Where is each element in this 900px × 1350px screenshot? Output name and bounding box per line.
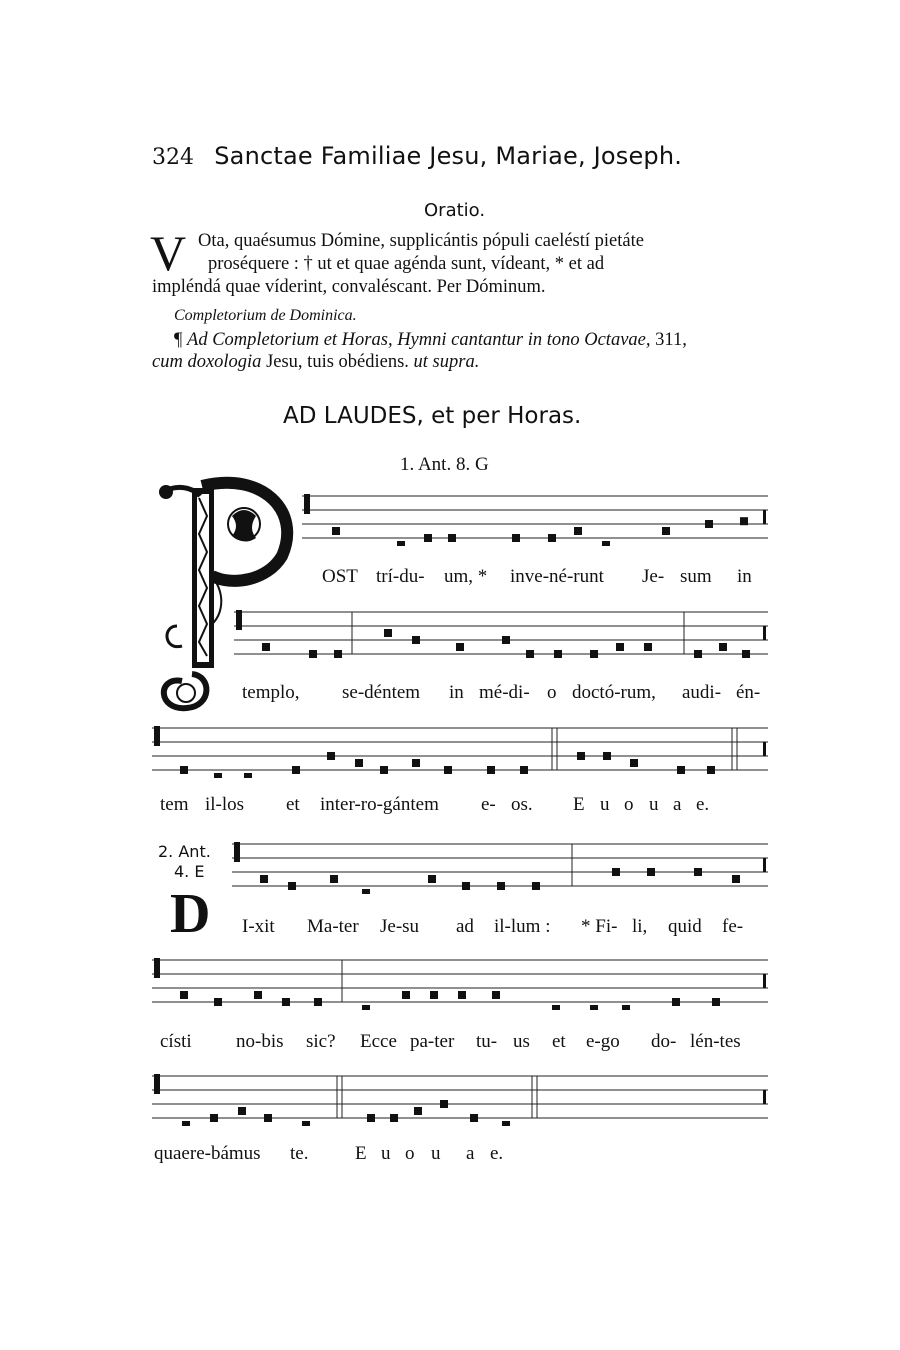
neume-note: [707, 766, 715, 774]
neume-note: [694, 868, 702, 876]
neume-note: [244, 773, 252, 778]
lyric-word: il-lum :: [494, 916, 551, 937]
custos-mark: [763, 858, 766, 872]
neume-note: [309, 650, 317, 658]
lyric-word: do-: [651, 1031, 677, 1052]
neume-note: [487, 766, 495, 774]
neume-note: [282, 998, 290, 1006]
neume-note: [644, 643, 652, 651]
completorium-title: Completorium de Dominica.: [174, 307, 357, 324]
neume-note: [254, 991, 262, 999]
neume-note: [180, 766, 188, 774]
lyric-word: Je-su: [380, 916, 420, 937]
lyric-word: Je-: [642, 566, 665, 587]
neume-note: [367, 1114, 375, 1122]
neume-note: [362, 889, 370, 894]
neume-note: [590, 650, 598, 658]
lyric-word: sic?: [306, 1031, 336, 1052]
chant-staff-5: [152, 950, 768, 1010]
custos-mark: [763, 510, 766, 524]
neume-note: [502, 636, 510, 644]
neume-note: [292, 766, 300, 774]
clef-mark: [234, 842, 240, 862]
neume-note: [440, 1100, 448, 1108]
neume-note: [327, 752, 335, 760]
lyric-word: quaere-bámus: [154, 1143, 261, 1164]
lyric-word: in: [737, 566, 752, 587]
chant-staff-2: [234, 602, 768, 662]
laudes-heading: AD LAUDES, et per Horas.: [283, 403, 582, 429]
neume-note: [732, 875, 740, 883]
lyric-word: li,: [632, 916, 648, 937]
lyric-word: no-bis: [236, 1031, 284, 1052]
chant-staff-4: [232, 834, 768, 894]
neume-note: [262, 643, 270, 651]
neume-note: [492, 991, 500, 999]
page-header: [152, 142, 682, 171]
neume-note: [602, 541, 610, 546]
rubric-text-2: cum doxologia: [152, 352, 262, 372]
clef-mark: [236, 610, 242, 630]
rubric-line-2: [152, 351, 479, 374]
custos-mark: [763, 1090, 766, 1104]
custos-mark: [763, 974, 766, 988]
lyric-word: quid: [668, 916, 702, 937]
lyric-word: e.: [490, 1143, 504, 1164]
lyric-word: a: [466, 1143, 475, 1164]
lyric-word: inve-né-runt: [510, 566, 604, 587]
lyric-word: um, *: [444, 566, 488, 587]
neume-note: [502, 1121, 510, 1126]
neume-note: [677, 766, 685, 774]
neume-note: [214, 998, 222, 1006]
neume-note: [548, 534, 556, 542]
lyric-word: inter-ro-gántem: [320, 794, 439, 815]
neume-note: [672, 998, 680, 1006]
neume-note: [705, 520, 713, 528]
neume-note: [390, 1114, 398, 1122]
lyric-word: templo,: [242, 682, 300, 703]
oratio-line-2: proséquere : † ut et quae agénda sunt, vídeant, * et ad: [208, 254, 605, 274]
rubric-text-3: ut supra.: [413, 352, 480, 372]
clef-mark: [154, 1074, 160, 1094]
neume-note: [694, 650, 702, 658]
oratio-heading: Oratio.: [424, 200, 486, 221]
lyric-word: u: [431, 1143, 441, 1164]
lyric-word: fe-: [722, 916, 744, 937]
neume-note: [330, 875, 338, 883]
lyric-word: E: [573, 794, 585, 815]
lyric-word: tu-: [476, 1031, 498, 1052]
lyric-word: audi-: [682, 682, 722, 703]
neume-note: [380, 766, 388, 774]
lyric-word: o: [405, 1143, 415, 1164]
chant-staff-6: [152, 1066, 768, 1126]
lyric-word: il-los: [205, 794, 245, 815]
neume-note: [264, 1114, 272, 1122]
lyric-word: e-go: [586, 1031, 620, 1052]
lyric-word: doctó-rum,: [572, 682, 656, 703]
neume-note: [742, 650, 750, 658]
neume-note: [662, 527, 670, 535]
neume-note: [740, 517, 748, 525]
neume-note: [603, 752, 611, 760]
neume-note: [362, 1005, 370, 1010]
neume-note: [412, 636, 420, 644]
neume-note: [238, 1107, 246, 1115]
clef-mark: [154, 726, 160, 746]
rubric-hymn-incipit: Jesu, tuis obédiens.: [266, 352, 409, 372]
page-title: Sanctae Familiae Jesu, Mariae, Joseph.: [214, 142, 683, 170]
neume-note: [512, 534, 520, 542]
neume-note: [448, 534, 456, 542]
lyric-word: trí-du-: [376, 566, 425, 587]
drop-cap-initial: V: [150, 225, 187, 281]
lyric-word: os.: [511, 794, 533, 815]
neume-note: [402, 991, 410, 999]
lyric-word: e-: [481, 794, 496, 815]
neume-note: [574, 527, 582, 535]
neume-note: [430, 991, 438, 999]
lyric-word: E: [355, 1143, 367, 1164]
neume-note: [590, 1005, 598, 1010]
lyric-word: o: [547, 682, 557, 703]
neume-note: [456, 643, 464, 651]
lyric-word: lén-tes: [690, 1031, 741, 1052]
neume-note: [332, 527, 340, 535]
lyric-word: tem: [160, 794, 189, 815]
neume-note: [397, 541, 405, 546]
lyric-word: e.: [696, 794, 710, 815]
neume-note: [210, 1114, 218, 1122]
clef-mark: [304, 494, 310, 514]
neume-note: [612, 868, 620, 876]
neume-note: [470, 1114, 478, 1122]
chant-staff-3: [152, 718, 768, 778]
ornamental-initial-p: [152, 476, 302, 716]
neume-note: [458, 991, 466, 999]
lyric-word: u: [600, 794, 610, 815]
neume-note: [497, 882, 505, 890]
lyric-word: ad: [456, 916, 474, 937]
lyric-word: te.: [290, 1143, 309, 1164]
oratio-line-1: Ota, quaésumus Dómine, supplicántis pópuli caeléstí pietáte: [198, 231, 644, 251]
lyric-word: se-déntem: [342, 682, 421, 703]
lyric-word: u: [649, 794, 659, 815]
neume-note: [616, 643, 624, 651]
lyric-word: sum: [680, 566, 712, 587]
neume-note: [384, 629, 392, 637]
neume-note: [412, 759, 420, 767]
neume-note: [526, 650, 534, 658]
lyric-word: a: [673, 794, 682, 815]
neume-note: [552, 1005, 560, 1010]
lyric-word: u: [381, 1143, 391, 1164]
lyric-word: Ma-ter: [307, 916, 359, 937]
lyric-word: pa-ter: [410, 1031, 455, 1052]
neume-note: [428, 875, 436, 883]
rubric-page-ref: 311,: [655, 330, 687, 350]
lyric-word: in: [449, 682, 464, 703]
lyric-word: én-: [736, 682, 761, 703]
antiphon-2-label-1: 2. Ant.: [158, 842, 211, 861]
neume-note: [355, 759, 363, 767]
custos-mark: [763, 742, 766, 756]
neume-note: [288, 882, 296, 890]
neume-note: [647, 868, 655, 876]
chant-staff-1: [302, 486, 768, 546]
neume-note: [334, 650, 342, 658]
neume-note: [622, 1005, 630, 1010]
clef-mark: [154, 958, 160, 978]
neume-note: [182, 1121, 190, 1126]
neume-note: [424, 534, 432, 542]
custos-mark: [763, 626, 766, 640]
neume-note: [719, 643, 727, 651]
neume-note: [520, 766, 528, 774]
lyric-word: us: [513, 1031, 530, 1052]
neume-note: [314, 998, 322, 1006]
lyric-word: Ecce: [360, 1031, 397, 1052]
oratio-line-3: impléndá quae víderint, convaléscant. Per Dóminum.: [152, 277, 546, 297]
lyric-word: OST: [322, 566, 358, 587]
neume-note: [414, 1107, 422, 1115]
neume-note: [554, 650, 562, 658]
neume-note: [214, 773, 222, 778]
lyric-word: * Fi-: [581, 916, 618, 937]
lyric-word: mé-di-: [479, 682, 530, 703]
neume-note: [302, 1121, 310, 1126]
neume-note: [260, 875, 268, 883]
page-number: 324: [152, 145, 194, 170]
neume-note: [462, 882, 470, 890]
antiphon-1-label: 1. Ant. 8. G: [400, 454, 489, 475]
neume-note: [630, 759, 638, 767]
lyric-word: císti: [160, 1031, 192, 1052]
neume-note: [444, 766, 452, 774]
neume-note: [577, 752, 585, 760]
rubric-text-1: Ad Completorium et Horas, Hymni cantantur in tono Octavae,: [187, 330, 651, 350]
lyric-word: et: [286, 794, 300, 815]
lyric-word: I-xit: [242, 916, 275, 937]
neume-note: [532, 882, 540, 890]
rubric-line-1: [174, 329, 687, 352]
antiphon-2-label-2: 4. E: [174, 862, 205, 881]
lyric-word: o: [624, 794, 634, 815]
drop-cap-initial: D: [170, 883, 211, 945]
neume-note: [712, 998, 720, 1006]
neume-note: [180, 991, 188, 999]
lyric-word: et: [552, 1031, 566, 1052]
rubric-mark: ¶: [174, 330, 183, 350]
